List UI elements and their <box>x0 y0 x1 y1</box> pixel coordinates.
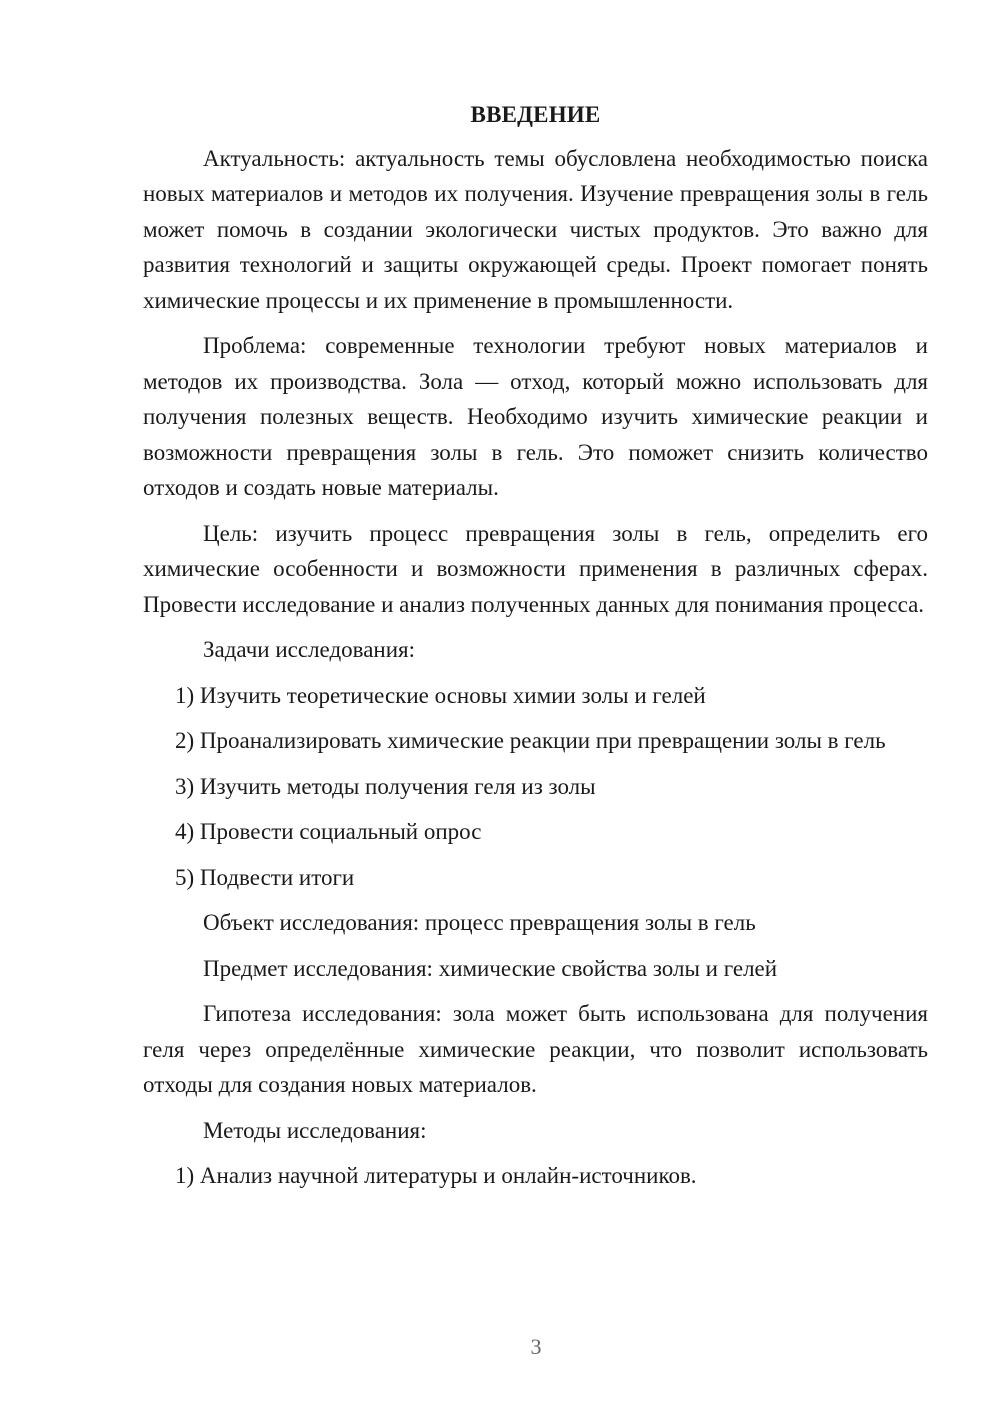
page-title: ВВЕДЕНИЕ <box>470 102 601 127</box>
hypothesis-paragraph: Гипотеза исследования: зола может быть использована для получения геля через определённые химические реакции, что позволит использовать отходы для создания новых материалов. <box>143 1001 928 1097</box>
task-item-3: 3) Изучить методы получения геля из золы <box>175 773 596 799</box>
task-item-1: 1) Изучить теоретические основы химии золы и гелей <box>175 682 706 708</box>
method-item-1: 1) Анализ научной литературы и онлайн-источников. <box>175 1163 697 1188</box>
problem-paragraph: Проблема: современные технологии требуют новых материалов и методов их производства. Зола — отход, который можно использовать для получения полезных веществ. Необходимо изучить химические реакции и возможности превращения золы в гель. Это поможет снизить количество отходов и создать новые материалы. <box>143 333 928 500</box>
task-item-5: 5) Подвести итоги <box>175 864 355 890</box>
page-number: 3 <box>530 1334 542 1359</box>
research-object: Объект исследования: процесс превращения золы в гель <box>203 910 756 935</box>
relevance-paragraph: Актуальность: актуальность темы обусловлена необходимостью поиска новых материалов и методов их получения. Изучение превращения золы в гель может помочь в создании экологически чистых продуктов. Это важно для развития технологий и защиты окружающей среды. Проект помогает понять химические процессы и их применение в промышленности. <box>143 145 928 313</box>
task-item-2: 2) Проанализировать химические реакции при превращении золы в гель <box>175 728 886 753</box>
page-content <box>143 97 928 1204</box>
task-item-4: 4) Провести социальный опрос <box>175 819 482 844</box>
methods-heading: Методы исследования: <box>203 1117 427 1143</box>
tasks-heading: Задачи исследования: <box>203 637 416 662</box>
research-subject: Предмет исследования: химические свойства золы и гелей <box>203 955 778 981</box>
goal-paragraph: Цель: изучить процесс превращения золы в гель, определить его химические особенности и возможности применения в различных сферах. Провести исследование и анализ полученных данных для понимания процесса. <box>143 520 928 617</box>
